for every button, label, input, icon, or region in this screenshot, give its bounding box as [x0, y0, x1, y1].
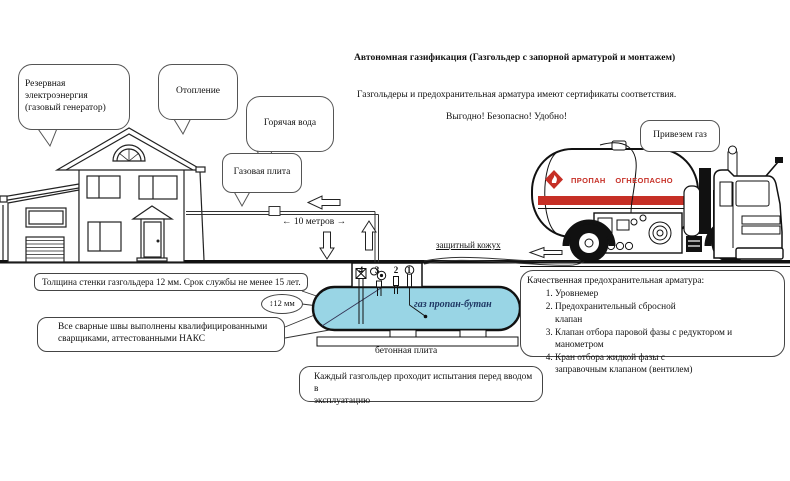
arrow-up — [362, 221, 376, 250]
flammable-text: ОГНЕОПАСНО — [615, 176, 673, 185]
thickness-measure-badge: ↕12 мм — [261, 294, 303, 314]
house-drawing — [0, 128, 205, 262]
tank-content-label: газ пропан-бутан — [414, 299, 492, 310]
valve-number-2: 2 — [393, 265, 399, 275]
bubble-gas-stove: Газовая плита — [222, 153, 302, 193]
propane-truck — [532, 141, 783, 262]
page-title: Автономная газификация (Газгольдер с запорной арматурой и монтажем) — [354, 52, 676, 63]
slogan-line: Выгодно! Безопасно! Удобно! — [446, 112, 567, 122]
armature-list-item: 2. Предохранительный сбросной клапан — [555, 301, 778, 325]
armature-list-item: 1. Уровнемер — [555, 288, 778, 300]
testing-callout: Каждый газгольдер проходит испытания перед вводом в эксплуатацию — [299, 366, 543, 402]
distance-label: ← 10 метров → — [282, 217, 347, 227]
certification-line: Газгольдеры и предохранительная арматура имеют сертификаты соответствия. — [357, 90, 677, 100]
armature-list-item: 3. Клапан отбора паровой фазы с редуктором и манометром — [555, 327, 778, 351]
concrete-slab — [317, 337, 518, 346]
armature-list-item: 4. Кран отбора жидкой фазы с заправочным клапаном (вентилем) — [555, 352, 778, 376]
welds-callout: Все сварные швы выполнены квалифицированными сварщиками, аттестованными НАКС — [37, 317, 285, 352]
bubble-gas-delivery: Привезем газ — [640, 120, 720, 152]
bubble-heating: Отопление — [158, 64, 238, 120]
arrow-down — [320, 232, 334, 259]
protective-cover-label: защитный кожух — [436, 240, 501, 250]
propane-text: ПРОПАН — [571, 176, 606, 185]
bubble-reserve-power: Резервная электроэнергия (газовый генератор) — [18, 64, 130, 130]
concrete-slab-label: бетонная плита — [375, 346, 438, 356]
armature-panel-title: Качественная предохранительная арматура: — [527, 276, 705, 286]
flow-arrows — [308, 196, 562, 259]
gas-pipe — [186, 207, 379, 264]
arrow-left-truck — [530, 248, 562, 258]
thickness-callout: Толщина стенки газгольдера 12 мм. Срок службы не менее 15 лет. — [34, 273, 308, 291]
truck-cab — [686, 146, 783, 259]
armature-panel — [520, 270, 785, 375]
gas-holder-tank — [313, 287, 520, 346]
valve-number-1: 1 — [406, 265, 412, 275]
truck-hazard-text — [571, 176, 673, 185]
valve-number-4: 4 — [358, 265, 364, 275]
arrow-left-house — [308, 196, 340, 209]
armature-list — [531, 288, 778, 376]
bubble-hot-water: Горячая вода — [246, 96, 334, 152]
rear-wheel — [570, 224, 608, 262]
valve-number-3: 3 — [374, 265, 380, 275]
